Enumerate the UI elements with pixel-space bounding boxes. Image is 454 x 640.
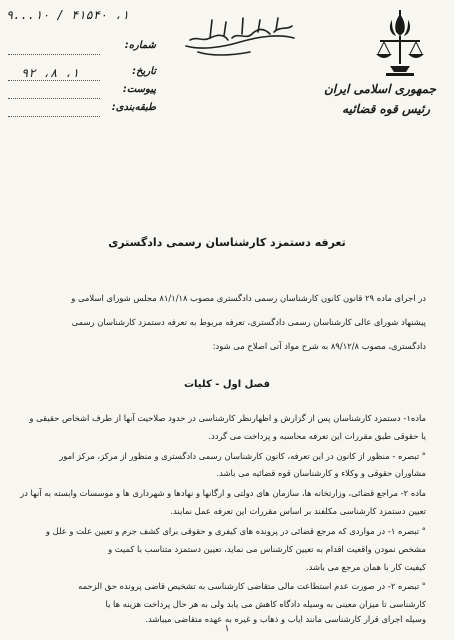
number-label: شماره: [124,40,156,51]
clause-line: ° تبصره ۲- در صورت عدم استطاعت مالی متقاضی کارشناسی به تشخیص قاضی پرونده حق الزحمه [78,581,426,591]
clause-line: کیفیت کار با همان مرجع می باشد. [305,562,426,572]
attachment-line [8,98,100,99]
number-line [8,54,100,55]
chapter-heading: فصل اول - کلیات [183,379,271,390]
date-row [6,66,156,82]
clause-line: وسیله اجرای قرار کارشناسی مانند ایاب و ذهاب و غیره به عهده متقاضی میباشد. [145,614,426,624]
date-line [8,80,100,81]
clause-line: مشخص نمودن واقعیت اقدام به تعیین کارشناس می نماید، تعیین دستمزد متناسب با کمیت و [108,544,426,554]
intro-line: دادگستری، مصوب ۸۹/۱۲/۸ به شرح مواد آتی اصلاح می شود: [212,341,426,351]
classification-label: طبقه‌بندی: [111,102,156,113]
emblem [372,10,428,80]
basmala-calligraphy [180,12,300,60]
judiciary-emblem-icon [372,10,428,80]
intro-line: در اجرای ماده ۲۹ قانون کانون کارشناسان رسمی دادگستری مصوب ۸۱/۱/۱۸ مجلس شورای اسلامی و [71,293,426,303]
reference-number: ۹...۱۰ / ۴۱۵۴۰ ،۱ [6,8,129,22]
classification-row [6,102,156,118]
classification-line [8,116,100,117]
attachment-row [6,84,156,100]
clause-line: ° تبصره ۱- در مواردی که مرجع قضائی در پرونده های کیفری و حقوقی برای کشف جرم و تعیین علت و علل و [45,526,426,536]
clause-line: یا حقوقی طبق مقررات این تعرفه محاسبه و پرداخت می گردد. [208,431,426,441]
attachment-label: پیوست: [122,84,156,95]
clause-line: مشاوران حقوقی و وکلاء و کارشناسان قوه قضائیه می باشد. [216,468,426,478]
clause-line: ماده۱- دستمزد کارشناسان پس از گزارش و اظهارنظر کارشناسی در حدود صلاحیت آنها از طرف اشخاص حقیقی و [29,413,426,423]
clause-line: ماده ۲- مراجع قضائی، وزارتخانه ها، سازمان های دولتی و ارگانها و نهادها و شهرداری ها و موسسات وابسته به آنها در [20,488,426,498]
clause-line: کارشناسی تا میزان معینی به وسیله دادگاه کاهش می یابد ولی به هر حال پرداخت هزینه ها یا [105,599,426,609]
date-label: تاریخ: [132,66,156,77]
number-row [6,40,156,56]
office-title: رئیس قوه قضائیه [342,102,430,116]
page-number: ۱ [224,624,230,634]
clause-line: تعیین دستمزد کارشناسی مکلفند بر اساس مقررات این تعرفه عمل نمایند. [170,506,426,516]
document-title: تعرفه دستمزد کارشناسان رسمی دادگستری [108,236,346,249]
clause-line: ° تبصره - منظور از کانون در این تعرفه، کانون کارشناسان رسمی دادگستری و منظور از مرکز، مرکز امور [59,451,426,461]
country-name: جمهوری اسلامی ایران [323,82,436,96]
date-value: ۹۲ ،۸ ،۱ [21,66,79,80]
intro-line: پیشنهاد شورای عالی کارشناسان رسمی دادگستری، تعرفه مربوط به تعرفه دستمزد کارشناسان رسمی [71,317,426,327]
basmala-calligraphy-icon [180,12,300,60]
